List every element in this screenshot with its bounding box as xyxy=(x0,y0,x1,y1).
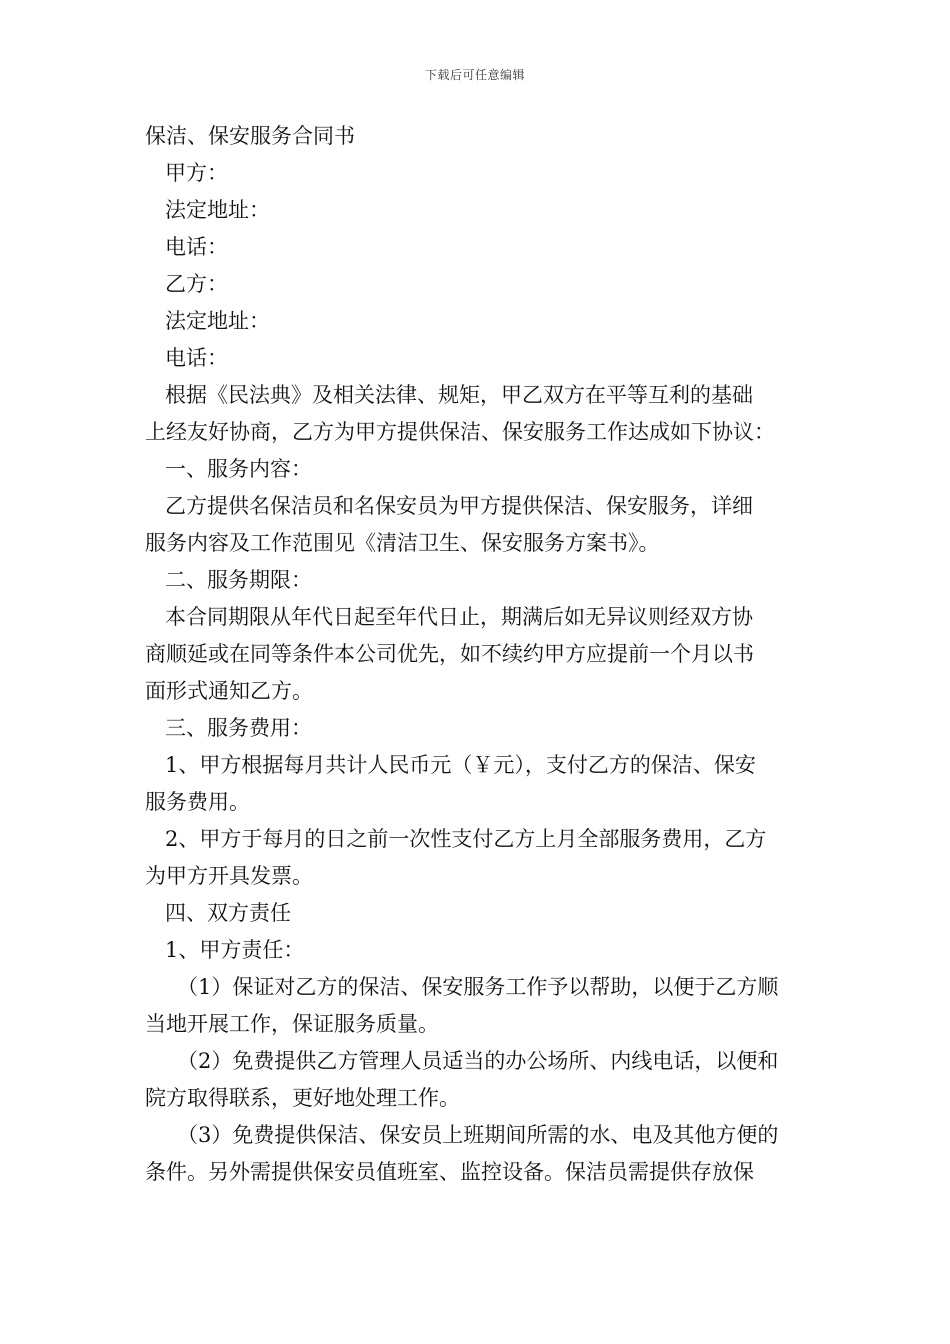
text-line: 服务费用。 xyxy=(145,790,250,814)
text-line: （1）保证对乙方的保洁、保安服务工作予以帮助，以便于乙方顺 xyxy=(177,975,779,999)
text-line: 商顺延或在同等条件本公司优先，如不续约甲方应提前一个月以书 xyxy=(145,642,754,666)
text-line: 乙方： xyxy=(165,272,228,296)
header-note: 下载后可任意编辑 xyxy=(424,68,525,82)
text-line: 法定地址： xyxy=(165,198,270,222)
text-line: 乙方提供名保洁员和名保安员为甲方提供保洁、保安服务，详细 xyxy=(165,494,753,518)
text-line: 当地开展工作，保证服务质量。 xyxy=(145,1012,439,1036)
text-line: 电话： xyxy=(165,235,228,259)
document-title: 保洁、保安服务合同书 xyxy=(145,124,355,148)
text-line: 1、甲方根据每月共计人民币元（￥元），支付乙方的保洁、保安 xyxy=(165,753,756,777)
text-line: 1、甲方责任： xyxy=(165,938,305,962)
text-line: 根据《民法典》及相关法律、规矩，甲乙双方在平等互利的基础 xyxy=(165,383,753,407)
text-line: 为甲方开具发票。 xyxy=(145,864,313,888)
text-line: 甲方： xyxy=(165,161,228,185)
text-line: 上经友好协商，乙方为甲方提供保洁、保安服务工作达成如下协议： xyxy=(145,420,775,444)
text-line: （2）免费提供乙方管理人员适当的办公场所、内线电话，以便和 xyxy=(177,1049,779,1073)
text-line: 本合同期限从年代日起至年代日止，期满后如无异议则经双方协 xyxy=(165,605,753,629)
text-line: 三、服务费用： xyxy=(165,716,312,740)
text-line: 电话： xyxy=(165,346,228,370)
text-line: 一、服务内容： xyxy=(165,457,312,481)
contract-body xyxy=(145,118,807,1191)
text-line: 服务内容及工作范围见《清洁卫生、保安服务方案书》。 xyxy=(145,531,660,555)
text-line: 四、双方责任 xyxy=(165,901,291,925)
text-line: 面形式通知乙方。 xyxy=(145,679,313,703)
text-line: 2、甲方于每月的日之前一次性支付乙方上月全部服务费用，乙方 xyxy=(165,827,767,851)
text-line: 法定地址： xyxy=(165,309,270,333)
text-line: 二、服务期限： xyxy=(165,568,312,592)
text-line: 院方取得联系，更好地处理工作。 xyxy=(145,1086,460,1110)
text-line: （3）免费提供保洁、保安员上班期间所需的水、电及其他方便的 xyxy=(177,1123,779,1147)
text-line: 条件。另外需提供保安员值班室、监控设备。保洁员需提供存放保 xyxy=(145,1160,754,1184)
